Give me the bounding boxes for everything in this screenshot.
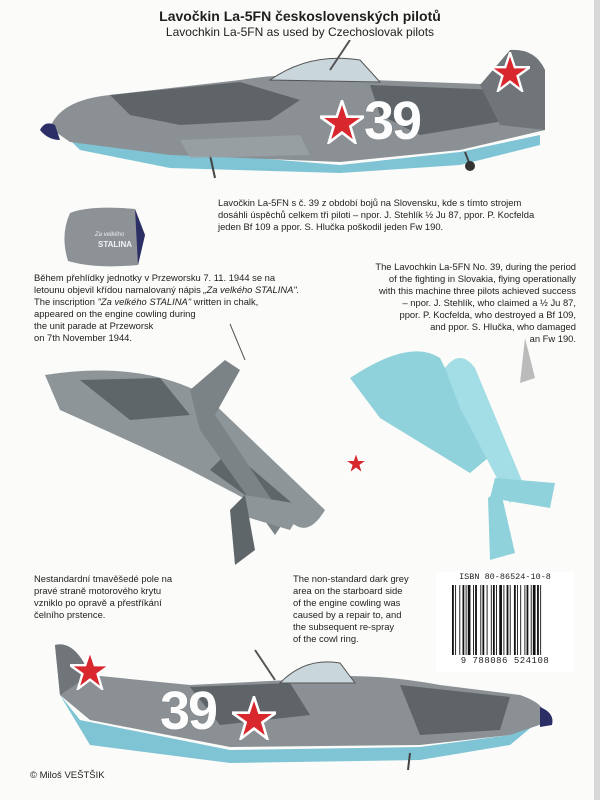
red-star-icon [345,452,367,474]
isbn-label: ISBN 80-86524-10-8 [459,572,551,582]
caption-en-right: The Lavochkin La-5FN No. 39, during the period of the fighting in Slovakia, flying operationally with this machine three pilots achieved success – npor. J. Stehlík, who claimed a ½ Ju 87, ppor. P. Kocfelda, who destroyed a Bf 109, and ppor. S. Hlučka, who damaged an Fw 190. [375,261,576,344]
red-star-icon [320,100,364,144]
tactical-number-bottom: 39 [160,681,217,741]
cowling-inscription-small: Za velkého [95,232,125,238]
caption-en-left: The inscription "Za velkého STALINA" written in chalk, appeared on the engine cowling during the unit parade at Przeworsk on 7th November 1944. [34,296,259,343]
caption-cz-left: Během přehlídky jednotky v Przeworsku 7. 11. 1944 se na letounu objevil křídou namalovaný nápis „Za velkého STALINA". [34,272,300,295]
red-star-icon [490,52,530,92]
page-edge [594,0,600,800]
caption-en-bottom: The non-standard dark grey area on the starboard side of the engine cowling was caused by a repair to, and the subsequent re-spray of the cowl ring. [293,573,409,644]
caption-cz-bottom: Nestandardní tmavěšedé pole na pravé straně motorového krytu vzniklo po opravě a přestříkání čelního prstence. [34,573,173,620]
tactical-number-top: 39 [364,91,421,151]
page-title: Lavočkin La-5FN československých pilotů [159,8,441,24]
cowling-inscription: STALINA [98,240,133,249]
page-subtitle: Lavochkin La-5FN as used by Czechoslovak pilots [165,25,435,39]
aircraft-profile-top [40,40,560,180]
caption-cz-top: Lavočkin La-5FN s č. 39 z období bojů na Slovensku, kde s tímto strojem dosáhli úspěchů celkem tři piloti – npor. J. Stehlík ½ Ju 87, ppor. P. Kocfelda jeden Bf 109 a ppor. S. Hlučka poškodil jeden Fw 190. [218,197,535,232]
copyright-credit: © Miloš VEŠTŠIK [30,770,105,781]
aircraft-top-view [40,320,330,570]
red-star-icon [70,650,110,690]
isbn-ean: 9 788086 524108 [460,656,550,666]
aircraft-bottom-view [350,338,565,563]
red-star-icon [232,696,276,740]
aircraft-profile-bottom [40,635,560,770]
